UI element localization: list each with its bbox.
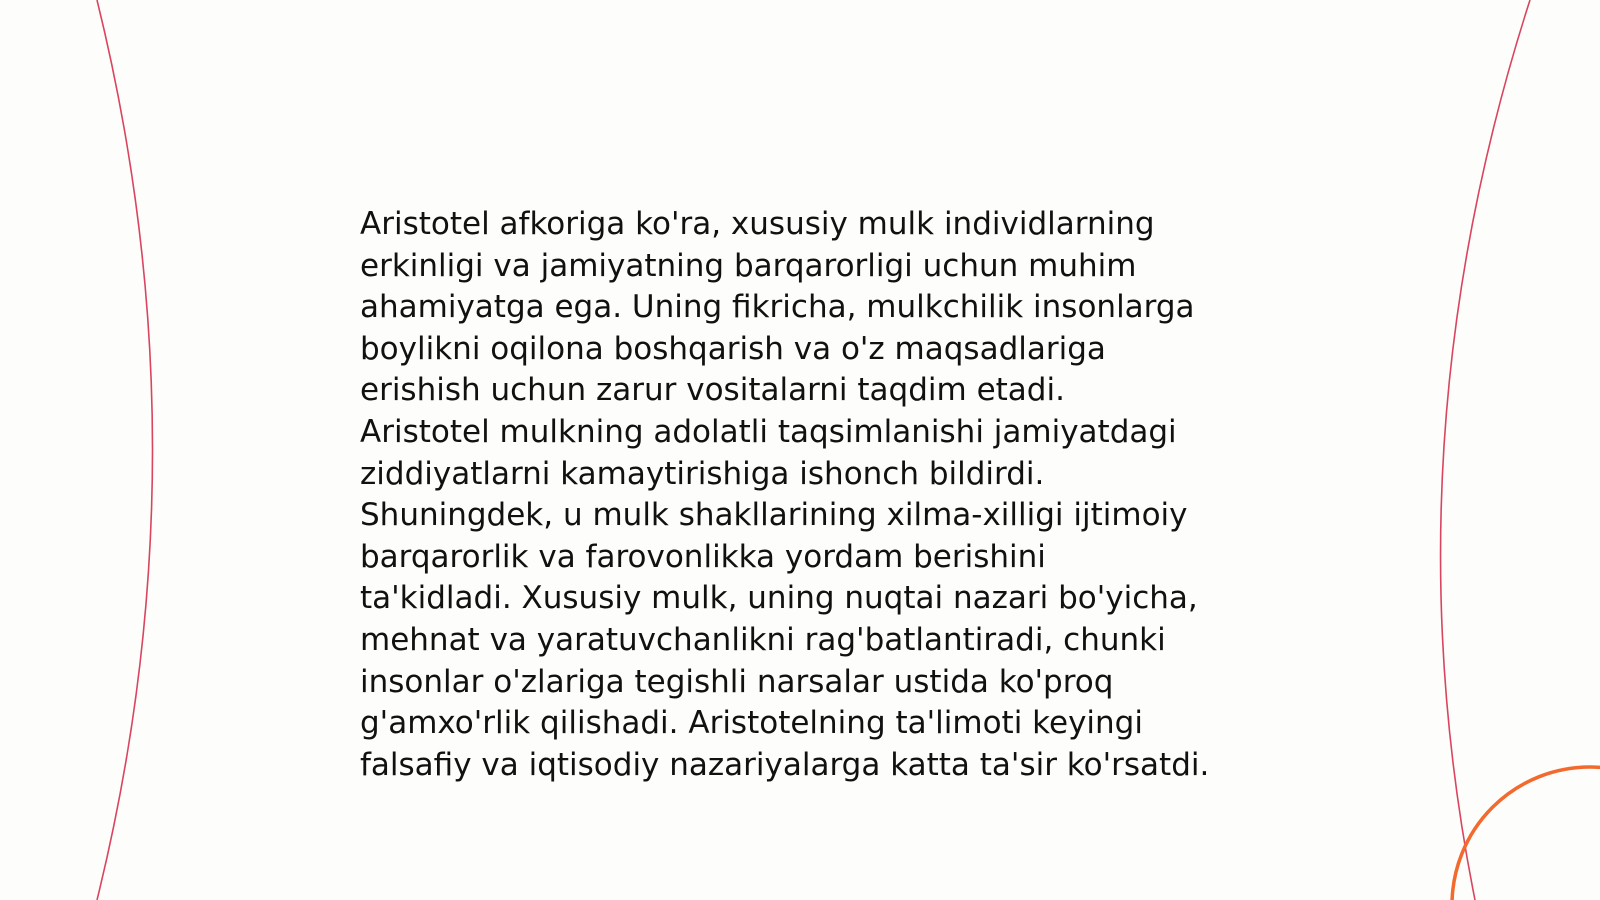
right-curve: [1441, 0, 1530, 900]
accent-circle: [1452, 767, 1600, 900]
left-curve: [97, 0, 153, 900]
body-text: Aristotel afkoriga ko'ra, xususiy mulk individlarning erkinligi va jamiyatning barqarorligi uchun muhim ahamiyatga ega. Uning fikricha, mulkchilik insonlarga boylikni oqilona boshqarish va o'z maqsadlariga erishish uchun zarur vositalarni taqdim etadi. Aristotel mulkning adolatli taqsimlanishi jamiyatdagi ziddiyatlarni kamaytirishiga ishonch bildirdi. Shuningdek, u mulk shakllarining xilma-xilligi ijtimoiy barqarorlik va farovonlikka yordam berishini ta'kidladi. Xususiy mulk, uning nuqtai nazari bo'yicha, mehnat va yaratuvchanlikni rag'batlantiradi, chunki insonlar o'zlariga tegishli narsalar ustida ko'proq g'amxo'rlik qilishadi. Aristotelning ta'limoti keyingi falsafiy va iqtisodiy nazariyalarga katta ta'sir ko'rsatdi.: [360, 206, 1210, 783]
